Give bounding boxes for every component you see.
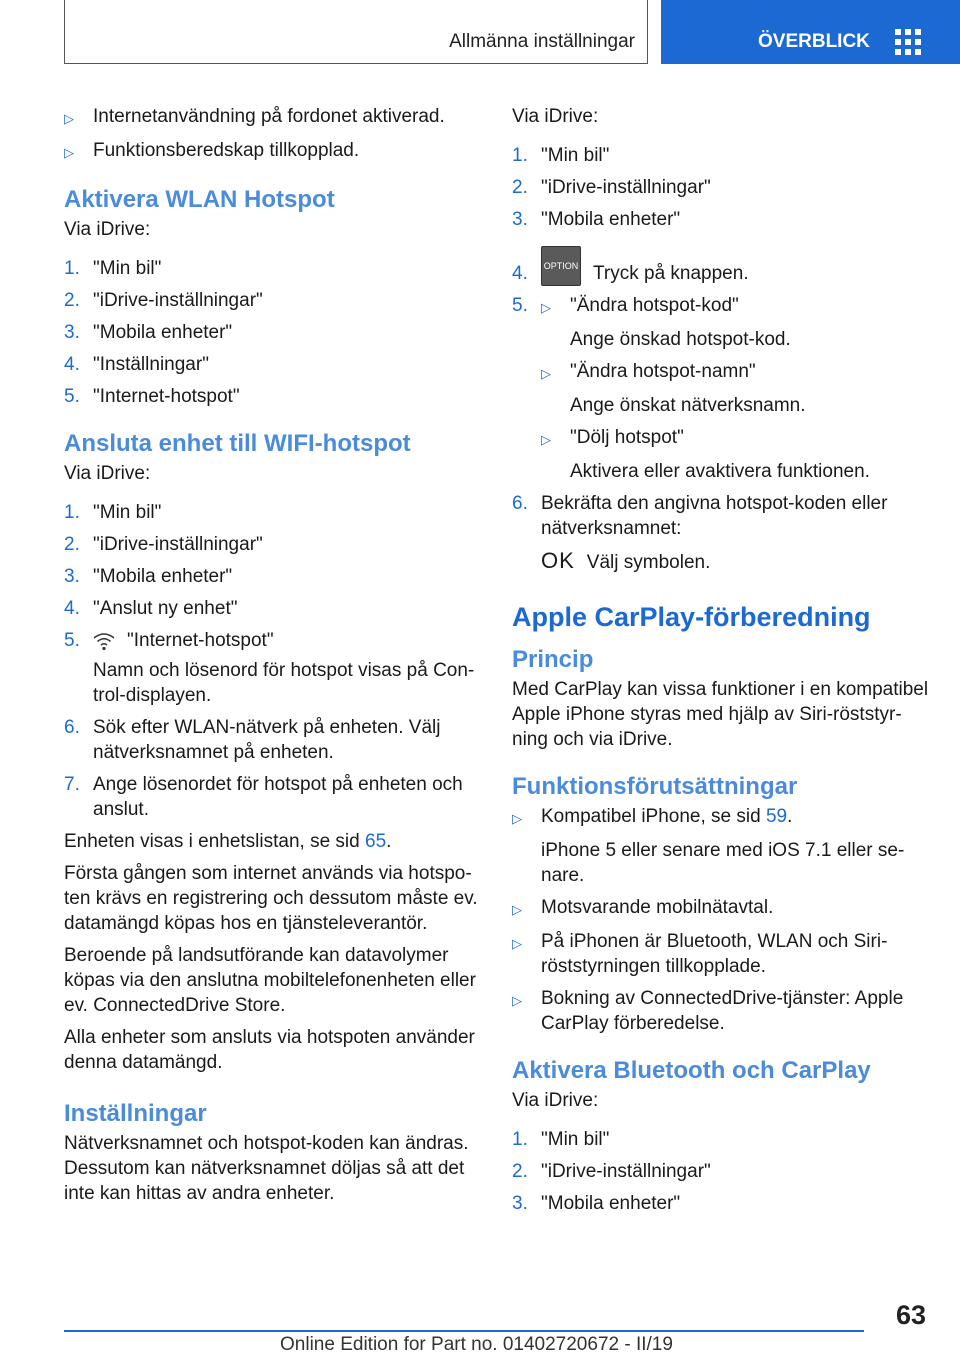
bullet-icon: ▷ (64, 145, 74, 160)
step-note: Namn och lösenord för hotspot visas på Con-trol-displayen. (93, 660, 475, 706)
bullet-icon: ▷ (64, 111, 74, 126)
overview-tab[interactable] (661, 0, 960, 64)
list-item: 2. "iDrive-inställningar" (64, 534, 263, 555)
list-item: 5. "Internet-hotspot" (64, 630, 274, 651)
paragraph: Alla enheter som ansluts via hotspoten använder denna datamängd. (64, 1027, 475, 1073)
list-item: 5. "Internet-hotspot" (64, 386, 240, 407)
list-item: ▷ På iPhonen är Bluetooth, WLAN och Siri-röststyrningen tillkopplade. (512, 931, 888, 977)
heading-bluetooth-carplay: Aktivera Bluetooth och CarPlay (512, 1057, 871, 1084)
list-item: 6. Bekräfta den angivna hotspot-koden eller nätverksnamnet: (512, 493, 888, 539)
bullet-icon: ▷ (512, 902, 522, 917)
paragraph: Första gången som internet används via hotspo-ten krävs en registrering och dessutom måste ev. datamängd köpas hos en tjänsteleverantör. (64, 863, 478, 934)
sub-item: ▷ "Dölj hotspot" (541, 425, 932, 452)
list-item: ▷ Motsvarande mobilnätavtal. (512, 895, 932, 922)
heading-connect-device: Ansluta enhet till WIFI-hotspot (64, 430, 411, 457)
paragraph: Nätverksnamnet och hotspot-koden kan ändras. Dessutom kan nätverksnamnet döljas så att det inte kan hittas av andra enheter. (64, 1133, 469, 1204)
list-item: ▷ Bokning av ConnectedDrive-tjänster: Apple CarPlay förberedelse. (512, 988, 904, 1034)
heading-principle: Princip (512, 646, 594, 673)
left-column (64, 104, 480, 1213)
step-note: OK Välj symbolen. (541, 548, 711, 573)
sub-item: ▷ "Ändra hotspot-kod" (541, 293, 932, 320)
right-column (512, 104, 932, 1223)
via-idrive: Via iDrive: (512, 106, 599, 127)
paragraph: Med CarPlay kan vissa funktioner i en kompatibel Apple iPhone styras med hjälp av Siri-röststyr-ning och via iDrive. (512, 679, 929, 750)
sub-note: Ange önskat nätverksnamn. (570, 395, 806, 416)
page-header (0, 0, 960, 66)
list-item: 4. "Inställningar" (64, 354, 209, 375)
bullet-icon: ▷ (512, 993, 522, 1008)
section-tab[interactable] (64, 0, 648, 64)
paragraph: Beroende på landsutförande kan datavolymer köpas via den anslutna mobiltelefonenheten eller ev. ConnectedDrive Store. (64, 945, 476, 1016)
list-item: ▷ Funktionsberedskap tillkopplad. (64, 138, 480, 165)
list-item: 3. "Mobila enheter" (64, 566, 233, 587)
list-item: 5. ▷ "Ändra hotspot-kod" Ange önskad hotspot-kod. ▷ "Ändra hotspot-namn" Ange önskat nätverksnamn. ▷ "Dölj hotspot" Aktivera eller avaktivera funktionen. (512, 293, 932, 491)
page-link[interactable]: 59 (765, 806, 788, 827)
bullet-icon: ▷ (541, 366, 551, 381)
paragraph: Enheten visas i enhetslistan, se sid 65. (64, 831, 392, 852)
heading-requirements: Funktionsförutsättningar (512, 773, 798, 800)
sub-note: Aktivera eller avaktivera funktionen. (570, 461, 870, 482)
list-item: 1. "Min bil" (512, 145, 610, 166)
list-item: 2. "iDrive-inställningar" (512, 1161, 711, 1182)
list-item: 7. Ange lösenordet för hotspot på enheten och anslut. (64, 774, 463, 820)
footer-divider (64, 1330, 864, 1332)
wifi-icon (93, 631, 115, 651)
heading-carplay: Apple CarPlay-förberedning (512, 602, 871, 632)
sub-note: Ange önskad hotspot-kod. (570, 329, 791, 350)
list-item: 3. "Mobila enheter" (512, 209, 681, 230)
heading-wlan-hotspot: Aktivera WLAN Hotspot (64, 186, 335, 213)
overview-label: ÖVERBLICK (758, 31, 870, 52)
bullet-icon: ▷ (541, 300, 551, 315)
via-idrive: Via iDrive: (512, 1090, 599, 1111)
sub-item: ▷ "Ändra hotspot-namn" (541, 359, 932, 386)
list-item: ▷ Kompatibel iPhone, se sid 59. (512, 804, 932, 831)
grid-icon (895, 29, 921, 55)
list-item: 4. OPTION Tryck på knappen. (512, 246, 932, 286)
list-item: 1. "Min bil" (64, 258, 162, 279)
list-item: 2. "iDrive-inställningar" (512, 177, 711, 198)
list-item: 6. Sök efter WLAN-nätverk på enheten. Välj nätverksnamnet på enheten. (64, 717, 441, 763)
list-item: ▷ Internetanvändning på fordonet aktiverad. (64, 104, 480, 131)
option-button-icon: OPTION (541, 246, 581, 286)
heading-settings: Inställningar (64, 1100, 207, 1127)
bullet-icon: ▷ (512, 936, 522, 951)
edition-text: Online Edition for Part no. 01402720672 - II/19 (280, 1334, 673, 1355)
list-item: 3. "Mobila enheter" (512, 1193, 681, 1214)
page-link[interactable]: 65 (365, 831, 387, 852)
via-idrive: Via iDrive: (64, 463, 151, 484)
list-note: iPhone 5 eller senare med iOS 7.1 eller se-nare. (541, 840, 905, 886)
page-number: 63 (896, 1300, 927, 1330)
list-item: 1. "Min bil" (64, 502, 162, 523)
list-item: 4. "Anslut ny enhet" (64, 598, 238, 619)
via-idrive: Via iDrive: (64, 219, 151, 240)
list-item: 3. "Mobila enheter" (64, 322, 233, 343)
ok-icon: OK (541, 548, 575, 573)
list-item: 1. "Min bil" (512, 1129, 610, 1150)
section-title: Allmänna inställningar (449, 31, 635, 52)
list-item: 2. "iDrive-inställningar" (64, 290, 263, 311)
bullet-icon: ▷ (512, 811, 522, 826)
bullet-icon: ▷ (541, 432, 551, 447)
